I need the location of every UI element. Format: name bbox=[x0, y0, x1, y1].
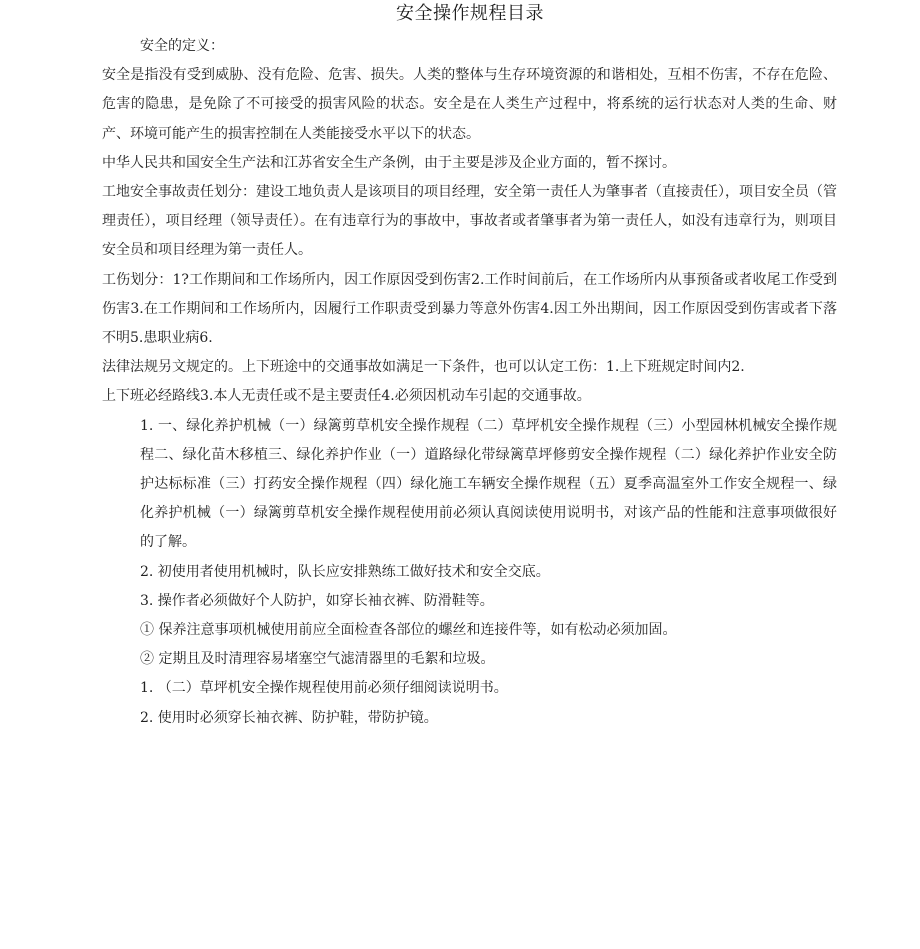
paragraph-laws: 中华人民共和国安全生产法和江苏省安全生产条例，由于主要是涉及企业方面的，暂不探讨。 bbox=[102, 154, 676, 171]
list-item: 3. 操作者必须做好个人防护，如穿长袖衣裤、防滑鞋等。 bbox=[140, 592, 494, 609]
document-body bbox=[102, 32, 837, 733]
list-item: ② 定期且及时清理容易堵塞空气滤清器里的毛絮和垃圾。 bbox=[140, 651, 495, 668]
paragraph-commute-conditions: 法律法规另文规定的。上下班途中的交通事故如满足一下条件，也可以认定工伤：1.上下班规定时间内2. bbox=[102, 359, 745, 376]
procedure-list bbox=[102, 412, 837, 733]
document-title: 安全操作规程目录 bbox=[396, 3, 544, 24]
definition-heading: 安全的定义： bbox=[140, 38, 224, 54]
list-item: 1. 一、绿化养护机械（一）绿篱剪草机安全操作规程（二）草坪机安全操作规程（三）小型园林机械安全操作规程二、绿化苗木移植三、绿化养护作业（一）道路绿化带绿篱草坪修剪安全操作规程（二）绿化养护作业安全防护达标标准（三）打药安全操作规程（四）绿化施工车辆安全操作规程（五）夏季高温室外工作安全规程一、绿化养护机械（一）绿篱剪草机安全操作规程使用前必须认真阅读使用说明书，对该产品的性能和注意事项做很好的了解。 bbox=[140, 417, 837, 551]
paragraph-commute-route: 上下班必经路线3.本人无责任或不是主要责任4.必须因机动车引起的交通事故。 bbox=[102, 388, 591, 405]
paragraph-responsibility: 工地安全事故责任划分：建设工地负责人是该项目的项目经理，安全第一责任人为肇事者（直接责任），项目安全员（管理责任），项目经理（领导责任）。在有违章行为的事故中，事故者或者肇事者为第一责任人，如没有违章行为，则项目安全员和项目经理为第一责任人。 bbox=[102, 184, 837, 259]
paragraph-safety-definition: 安全是指没有受到威胁、没有危险、危害、损失。人类的整体与生存环境资源的和谐相处，互相不伤害，不存在危险、危害的隐患，是免除了不可接受的损害风险的状态。安全是在人类生产过程中，将系统的运行状态对人类的生命、财产、环境可能产生的损害控制在人类能接受水平以下的状态。 bbox=[102, 67, 837, 142]
paragraph-work-injury: 工伤划分：1?工作期间和工作场所内，因工作原因受到伤害2.工作时间前后，在工作场所内从事预备或者收尾工作受到伤害3.在工作期间和工作场所内，因履行工作职责受到暴力等意外伤害4.因工外出期间，因工作原因受到伤害或者下落不明5.患职业病6. bbox=[102, 271, 837, 347]
list-item: 2. 使用时必须穿长袖衣裤、防护鞋，带防护镜。 bbox=[140, 709, 438, 726]
list-item: 1. （二）草坪机安全操作规程使用前必须仔细阅读说明书。 bbox=[140, 680, 508, 697]
list-item: 2. 初使用者使用机械时，队长应安排熟练工做好技术和安全交底。 bbox=[140, 563, 550, 580]
list-item: ① 保养注意事项机械使用前应全面检查各部位的螺丝和连接件等，如有松动必须加固。 bbox=[140, 622, 677, 639]
